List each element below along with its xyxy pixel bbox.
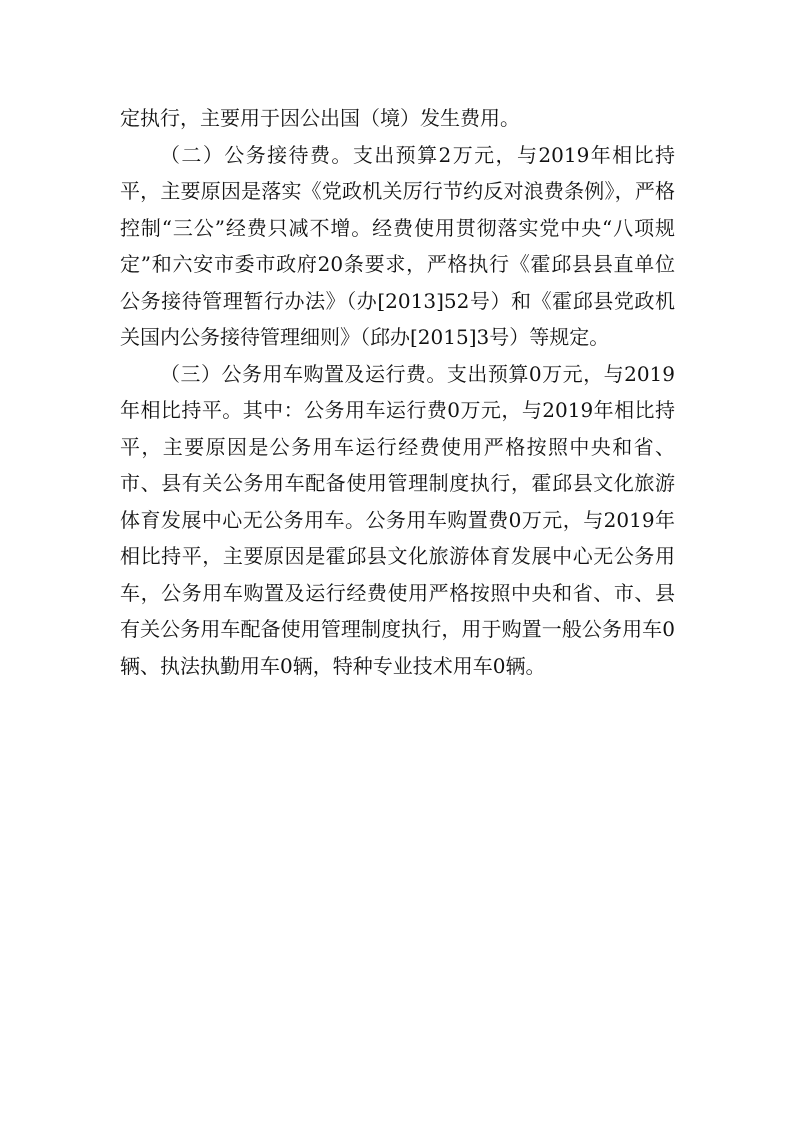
paragraph-vehicle-expenses: （三）公务用车购置及运行费。支出预算0万元，与2019年相比持平。其中：公务用车运行费0万元，与2019年相比持平，主要原因是公务用车运行经费使用严格按照中央和省、市、县有关公务用车配备使用管理制度执行，霍邱县文化旅游体育发展中心无公务用车。公务用车购置费0万元，与2019年相比持平，主要原因是霍邱县文化旅游体育发展中心无公务用车，公务用车购置及运行经费使用严格按照中央和省、市、县有关公务用车配备使用管理制度执行，用于购置一般公务用车0辆、执法执勤用车0辆，特种专业技术用车0辆。 bbox=[120, 361, 675, 678]
paragraph-reception-expenses: （二）公务接待费。支出预算2万元，与2019年相比持平，主要原因是落实《党政机关厉行节约反对浪费条例》，严格控制“三公”经费只减不增。经费使用贯彻落实党中央“八项规定”和六安市委市政府20条要求，严格执行《霍邱县县直单位公务接待管理暂行办法》（办[2013]52号）和《霍邱县党政机关国内公务接待管理细则》（邱办[2015]3号）等规定。 bbox=[120, 142, 675, 349]
paragraph-continuation: 定执行，主要用于因公出国（境）发生费用。 bbox=[120, 106, 520, 130]
document-body bbox=[120, 100, 675, 684]
